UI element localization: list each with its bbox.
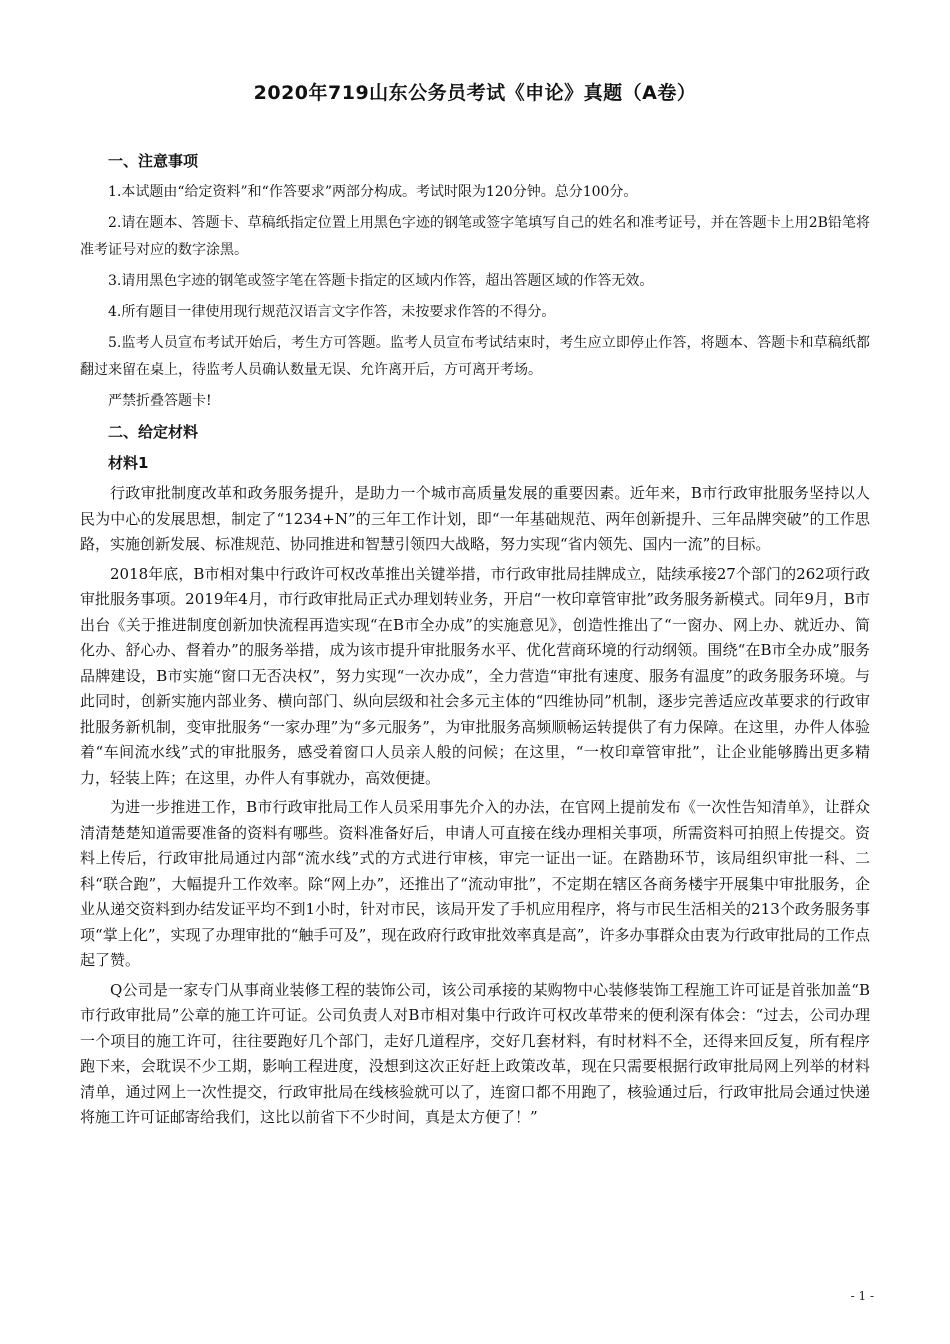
notice-item-1: 1.本试题由“给定资料”和“作答要求”两部分构成。考试时限为120分钟。总分100分。 [108, 184, 638, 200]
notice-item-3: 3.请用黑色字迹的钢笔或签字笔在答题卡指定的区域内作答，超出答题区域的作答无效。 [108, 273, 654, 289]
page-number: - 1 - [850, 1289, 874, 1303]
material-paragraph-1: 行政审批制度改革和政务服务提升，是助力一个城市高质量发展的重要因素。近年来，B市行政审批服务坚持以人民为中心的发展思想，制定了“1234+N”的三年工作计划，即“一年基础规范、两年创新提升、三年品牌突破”的工作思路，实施创新发展、标准规范、协同推进和智慧引领四大战略，努力实现“省内领先、国内一流”的目标。 [80, 484, 870, 553]
document-body [80, 148, 870, 1135]
notice-item-2: 2.请在题本、答题卡、草稿纸指定位置上用黑色字迹的钢笔或签字笔填写自己的姓名和准考证号，并在答题卡上用2B铅笔将准考证号对应的数字涂黑。 [80, 215, 870, 258]
notice-warning: 严禁折叠答题卡! [108, 393, 212, 409]
material-title: 材料1 [108, 454, 149, 472]
material-paragraph-3: 为进一步推进工作，B市行政审批局工作人员采用事先介入的办法，在官网上提前发布《一次性告知清单》，让群众清清楚楚知道需要准备的资料有哪些。资料准备好后，申请人可直接在线办理相关事项，所需资料可拍照上传提交。资料上传后，行政审批局通过内部“流水线”式的方式进行审核，审完一证出一证。在踏勘环节，该局组织审批一科、二科“联合跑”，大幅提升工作效率。除“网上办”，还推出了“流动审批”，不定期在辖区各商务楼宇开展集中审批服务，企业从递交资料到办结发证平均不到1小时，针对市民，该局开发了手机应用程序，将与市民生活相关的213个政务服务事项“掌上化”，实现了办理审批的“触手可及”，现在政府行政审批效率真是高”，许多办事群众由衷为行政审批局的工作点起了赞。 [80, 798, 870, 969]
material-paragraph-4: Q公司是一家专门从事商业装修工程的装饰公司，该公司承接的某购物中心装修装饰工程施工许可证是首张加盖“B市行政审批局”公章的施工许可证。公司负责人对B市相对集中行政许可权改革带来的便利深有体会：“过去，公司办理一个项目的施工许可，往往要跑好几个部门，走好几道程序，交好几套材料，有时材料不全，还得来回反复，所有程序跑下来，会耽误不少工期，影响工程进度，没想到这次正好赶上政策改革，现在只需要根据行政审批局网上列举的材料清单，通过网上一次性提交，行政审批局在线核验就可以了，连窗口都不用跑了，核验通过后，行政审批局会通过快递将施工许可证邮寄给我们，这比以前省下不少时间，真是太方便了！” [80, 980, 870, 1126]
material-heading: 二、给定材料 [108, 423, 199, 441]
notice-item-5: 5.监考人员宣布考试开始后，考生方可答题。监考人员宣布考试结束时，考生应立即停止作答，将题本、答题卡和草稿纸都翻过来留在桌上，待监考人员确认数量无误、允许离开后，方可离开考场。 [80, 335, 870, 378]
material-paragraph-2: 2018年底，B市相对集中行政许可权改革推出关键举措，市行政审批局挂牌成立，陆续承接27个部门的262项行政审批服务事项。2019年4月，市行政审批局正式办理划转业务，开启“一枚印章管审批”政务服务新模式。同年9月，B市出台《关于推进制度创新加快流程再造实现“在B市全办成”的实施意见》，创造性推出了“一窗办、网上办、就近办、简化办、舒心办、督着办”的服务举措，成为该市提升审批服务水平、优化营商环境的行动纲领。围绕“在B市全办成”服务品牌建设，B市实施“窗口无否决权”，努力实现“一次办成”，全力营造“审批有速度、服务有温度”的政务服务环境。与此同时，创新实施内部业务、横向部门、纵向层级和社会多元主体的“四维协同”机制，逐步完善适应改革要求的行政审批服务新机制，变审批服务“一家办理”为“多元服务”，为审批服务高频顺畅运转提供了有力保障。在这里，办件人体验着“车间流水线”式的审批服务，感受着窗口人员亲人般的问候；在这里，“一枚印章管审批”，让企业能够腾出更多精力，轻装上阵；在这里，办件人有事就办，高效便捷。 [80, 564, 870, 787]
notice-item-4: 4.所有题目一律使用现行规范汉语言文字作答，未按要求作答的不得分。 [108, 304, 556, 320]
notice-heading: 一、注意事项 [108, 152, 199, 170]
document-title: 2020年719山东公务员考试《申论》真题（A卷） [253, 82, 697, 104]
